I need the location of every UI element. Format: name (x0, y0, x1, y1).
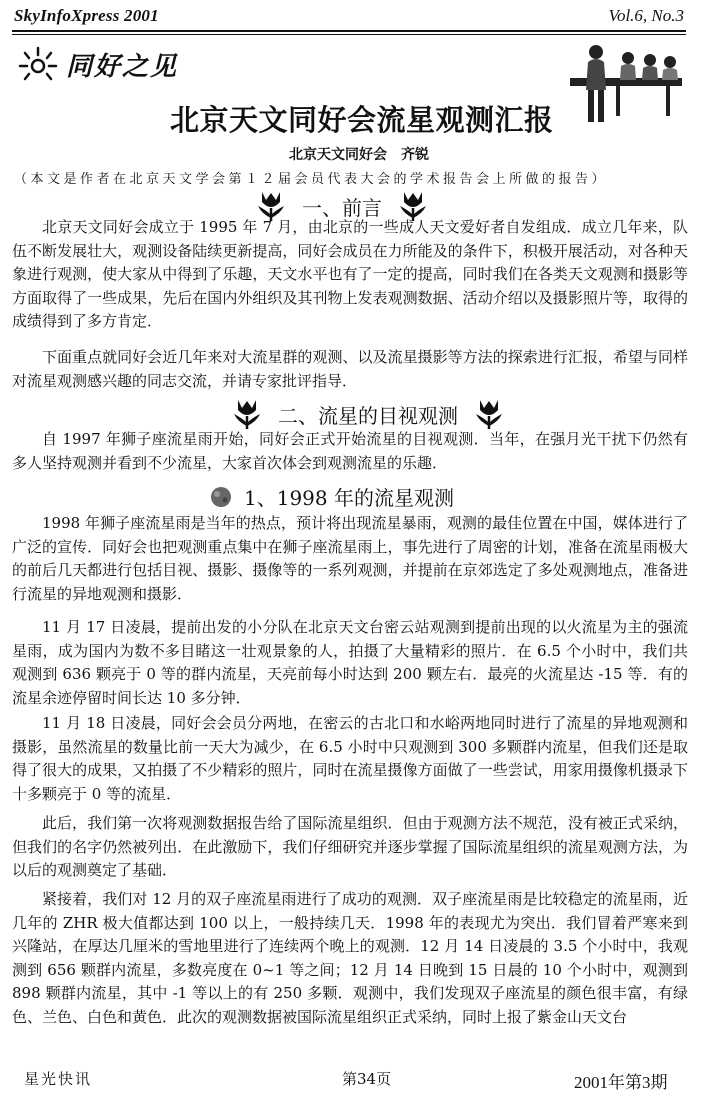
paragraph: 11 月 17 日凌晨，提前出发的小分队在北京天文台密云站观测到提前出现的以火流星为主的强流星雨，成为国内为数不多目睹这一壮观景象的人，拍摄了大量精彩的照片．在 6.5 个小时中，我们共观测到 636 颗亮于 0 等的群内流星，天亮前每小时达到 200 颗左右．最亮的火流星达 -15 等．有的流星余迹停留时间长达 10 多分钟． (12, 618, 688, 707)
tulip-icon (230, 398, 264, 430)
journal-name: SkyInfoXpress 2001 (14, 6, 159, 25)
section-heading-visual-observation (230, 398, 506, 430)
subsection-heading-label: 1、1998 年的流星观测 (244, 486, 454, 510)
tulip-icon (472, 398, 506, 430)
blot-icon (208, 484, 234, 510)
section-heading-label: 一、前言 (302, 195, 382, 220)
section-name: 同好之见 (66, 51, 179, 82)
publication-name: 星光快讯 (24, 1070, 93, 1088)
paragraph: 11 月 18 日凌晨，同好会会员分两地，在密云的古北口和水峪两地同时进行了流星的异地观测和摄影，虽然流星的数量比前一天大为减少，在 6.5 小时中只观测到 300 多颗群内流星，但我们还是取得了很大的成果，又拍摄了不少精彩的照片，同时在流星摄像方面做了一些尝试，用家用摄像机摄录下十多颗亮于 0 等的流星． (12, 714, 688, 803)
article-author: 北京天文同好会 齐锐 (289, 147, 429, 163)
page-number: 第34页 (342, 1070, 392, 1088)
paragraph: 1998 年狮子座流星雨是当年的热点，预计将出现流星暴雨，观测的最佳位置在中国，媒体进行了广泛的宣传．同好会也把观测重点集中在狮子座流星雨上，事先进行了周密的计划，准备在流星雨极大的前后几天都进行包括目视、摄影、摄像等的一系列观测，并提前在京郊选定了多处观测地点，准备进行流星的异地观测和摄影． (12, 514, 688, 603)
paragraph: 紧接着，我们对 12 月的双子座流星雨进行了成功的观测．双子座流星雨是比较稳定的流星雨，近几年的 ZHR 极大值都达到 100 以上，一般持续几天．1998 年的表现尤为突出．我们冒着严寒来到兴隆站，在厚达几厘米的雪地里进行了连续两个晚上的观测．12 月 14 日凌晨的 3.5 个小时中，我观测到 656 颗群内流星，多数亮度在 0~1 等之间；12 月 14 日晚到 15 日晨的 10 个小时中，观测到 898 颗群内流星，其中 -1 等以上的有 250 多颗．观测中，我们发现双子座流星的颜色很丰富，有绿色、兰色、白色和黄色．此次的观测数据被国际流星组织正式采纳，同时上报了紫金山天文台 (12, 890, 688, 1026)
paragraph: 北京天文同好会成立于 1995 年 7 月，由北京的一些成人天文爱好者自发组成．成立几年来，队伍不断发展壮大，观测设备陆续更新提高，同好会成员在力所能及的条件下，积极开展活动，对各种天象进行观测，使大家从中得到了乐趣，天文水平也有了一定的提高，同时我们在各类天文观测和摄影等方面取得了一些成果，先后在国内外组织及其刊物上发表观测数据、活动介绍以及摄影照片等，取得的成绩得到了多方肯定． (12, 218, 688, 331)
meeting-illustration (566, 38, 686, 130)
issue-number: 2001年第3期 (574, 1073, 668, 1092)
volume-number: Vol.6, No.3 (608, 6, 684, 25)
section-logo (18, 44, 178, 84)
article-note: （本文是作者在北京天文学会第１２届会员代表大会的学术报告会上所做的报告） (14, 172, 609, 187)
paragraph: 此后，我们第一次将观测数据报告给了国际流星组织．但由于观测方法不规范，没有被正式采纳，但我们的名字仍然被列出．在此激励下，我们仔细研究并逐步掌握了国际流星组织的流星观测方法，为以后的观测奠定了基础． (12, 814, 688, 880)
article-title: 北京天文同好会流星观测汇报 (170, 103, 554, 137)
paragraph: 下面重点就同好会近几年来对大流星群的观测、以及流星摄影等方法的探索进行汇报，希望与同样对流星观测感兴趣的同志交流，并请专家批评指导． (12, 348, 688, 390)
header-rule (12, 30, 686, 32)
header-rule-thin (12, 34, 686, 35)
section-heading-label: 二、流星的目视观测 (278, 403, 458, 428)
sun-icon (18, 44, 58, 84)
subsection-heading (208, 482, 454, 511)
paragraph: 自 1997 年狮子座流星雨开始，同好会正式开始流星的目视观测．当年，在强月光干扰下仍然有多人坚持观测并看到不少流星，大家首次体会到观测流星的乐趣． (12, 430, 688, 472)
